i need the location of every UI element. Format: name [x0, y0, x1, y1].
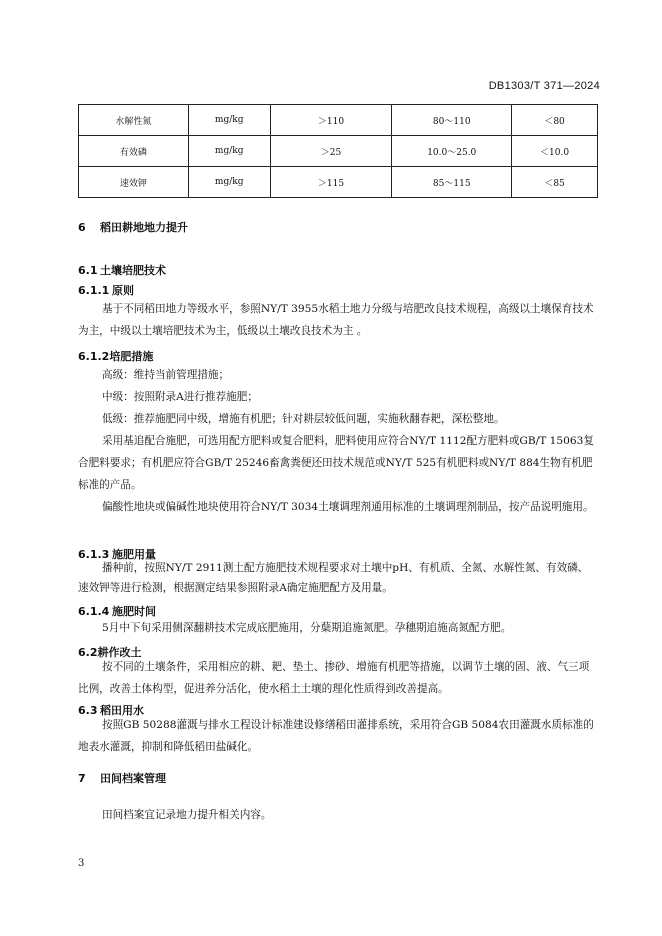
section-number: 6.1 [78, 264, 98, 277]
section-7-heading [78, 770, 166, 786]
section-number: 6.1.2 [78, 350, 110, 363]
table-cell: ＜10.0 [512, 136, 598, 167]
section-number: 6.1.4 [78, 605, 110, 618]
table-cell: 10.0～25.0 [392, 136, 512, 167]
section-title: 培肥措施 [109, 350, 154, 363]
table-cell: 速效钾 [79, 167, 189, 198]
section-6-1-2-heading [78, 348, 153, 364]
section-number: 6.1.1 [78, 284, 110, 297]
section-number: 6.1.3 [78, 548, 110, 561]
section-number: 6 [78, 221, 86, 234]
paragraph-6-1-3: 播种前，按照NY/T 2911测土配方施肥技术规程要求对土壤中pH、有机质、全氮、水解性氮、有效磷、速效钾等进行检测，根据测定结果参照附录A确定施肥配方及用量。 [78, 562, 589, 594]
paragraph-base-fertilizing: 采用基追配合施肥，可选用配方肥料或复合肥料，肥料使用应符合NY/T 1112配方肥料或GB/T 15063复合肥料要求；有机肥应符合GB/T 25246畜禽粪便还田技术规范或NY/T 525有机肥料或NY/T 884生物有机肥标准的产品。 [78, 435, 594, 491]
table-row [79, 105, 598, 136]
section-title: 稻田用水 [100, 704, 144, 717]
table-cell: mg/kg [188, 167, 270, 198]
paragraph-mid-grade: 中级：按照附录A进行推荐施肥； [102, 391, 258, 403]
paragraph-low-grade: 低级：推荐施肥同中级，增施有机肥；针对耕层较低问题，实施秋翻春耙，深松整地。 [102, 413, 505, 425]
table-cell: 水解性氮 [79, 105, 189, 136]
document-number: DB1303/T 371—2024 [488, 80, 600, 92]
table-cell: mg/kg [188, 105, 270, 136]
paragraph-high-grade: 高级：维持当前管理措施； [102, 369, 230, 381]
table-cell: ＞110 [270, 105, 392, 136]
table-cell: mg/kg [188, 136, 270, 167]
paragraph-soil-conditioner: 偏酸性地块或偏碱性地块使用符合NY/T 3034土壤调理剂通用标准的土壤调理剂制品，按产品说明施用。 [102, 501, 594, 513]
paragraph-6-3: 按照GB 50288灌溉与排水工程设计标准建设修缮稻田灌排系统，采用符合GB 5084农田灌溉水质标准的地表水灌溉，抑制和降低稻田盐碱化。 [78, 719, 594, 753]
paragraph-7: 田间档案宜记录地力提升相关内容。 [102, 809, 272, 821]
section-title: 稻田耕地地力提升 [100, 221, 188, 234]
section-6-1-1-heading [78, 282, 134, 298]
table-cell: ＞115 [270, 167, 392, 198]
table-cell: ＜80 [512, 105, 598, 136]
paragraph-6-2: 按不同的土壤条件，采用相应的耕、耙、垫土、掺砂、增施有机肥等措施，以调节土壤的固、液、气三项比例，改善土体构型，促进养分活化，使水稻土土壤的理化性质得到改善提高。 [78, 661, 590, 695]
nutrient-grade-table [78, 104, 598, 198]
section-number: 6.2 [78, 646, 98, 659]
section-title: 原则 [112, 284, 134, 297]
table-cell: 85～115 [392, 167, 512, 198]
page-number: 3 [78, 858, 85, 869]
section-title: 田间档案管理 [100, 772, 166, 785]
table-row [79, 136, 598, 167]
section-6-heading [78, 219, 188, 235]
table-cell: 有效磷 [79, 136, 189, 167]
section-title: 施肥时间 [112, 605, 156, 618]
section-number: 7 [78, 772, 86, 785]
section-title: 施肥用量 [112, 548, 156, 561]
table-cell: ＞25 [270, 136, 392, 167]
paragraph-6-1-1: 基于不同稻田地力等级水平，参照NY/T 3955水稻土地力分级与培肥改良技术规程，高级以土壤保育技术为主，中级以土壤培肥技术为主，低级以土壤改良技术为主 。 [78, 303, 594, 337]
table-cell: ＜85 [512, 167, 598, 198]
table-cell: 80～110 [392, 105, 512, 136]
section-6-1-heading [78, 262, 166, 278]
section-number: 6.3 [78, 704, 98, 717]
table-row [79, 167, 598, 198]
section-title: 土壤培肥技术 [100, 264, 166, 277]
section-title: 耕作改土 [97, 646, 142, 659]
paragraph-6-1-4: 5月中下旬采用侧深翻耕技术完成底肥施用，分蘖期追施氮肥。孕穗期追施高氮配方肥。 [102, 622, 512, 634]
